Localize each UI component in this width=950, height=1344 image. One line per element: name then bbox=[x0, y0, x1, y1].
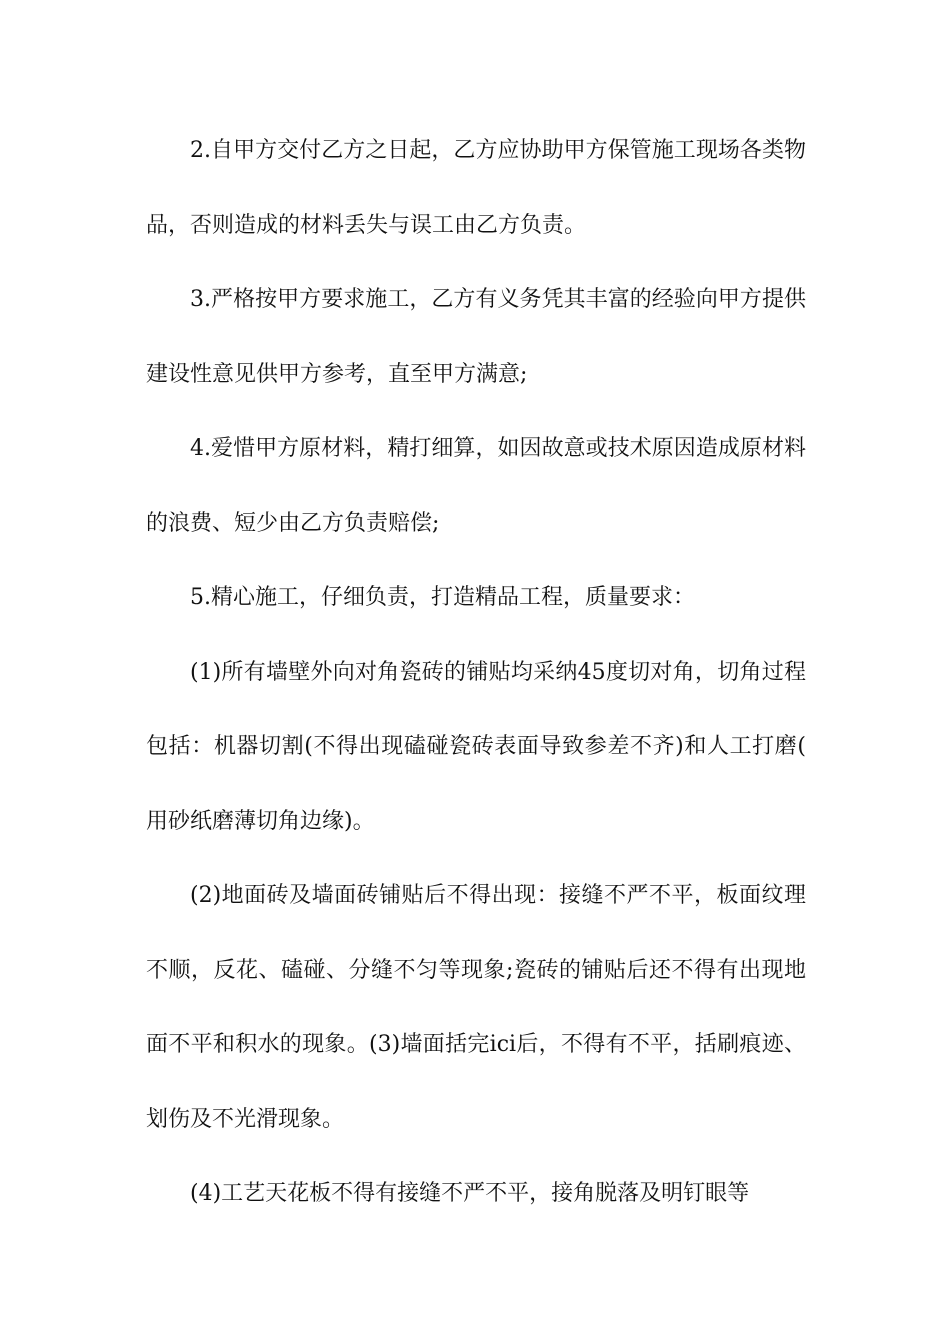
paragraph-requirement-4: (4)工艺天花板不得有接缝不严不平，接角脱落及明钉眼等 bbox=[190, 1181, 750, 1206]
paragraph-requirement-2-3: (2)地面砖及墙面砖铺贴后不得出现：接缝不严不平，板面纹理不顺，反花、磕碰、分缝不匀等现象;瓷砖的铺贴后还不得有出现地面不平和积水的现象。(3)墙面括完ici后，不得有不平，括刷痕迹、划伤及不光滑现象。 bbox=[146, 883, 806, 1132]
paragraph-clause-4: 4.爱惜甲方原材料，精打细算，如因故意或技术原因造成原材料的浪费、短少由乙方负责赔偿; bbox=[146, 436, 806, 536]
paragraph-clause-2: 2.自甲方交付乙方之日起，乙方应协助甲方保管施工现场各类物品，否则造成的材料丢失与误工由乙方负责。 bbox=[146, 138, 806, 238]
paragraph-requirement-1: (1)所有墙壁外向对角瓷砖的铺贴均采纳45度切对角，切角过程包括：机器切割(不得出现磕碰瓷砖表面导致参差不齐)和人工打磨(用砂纸磨薄切角边缘)。 bbox=[146, 659, 806, 834]
paragraph-clause-3: 3.严格按甲方要求施工，乙方有义务凭其丰富的经验向甲方提供建设性意见供甲方参考，直至甲方满意; bbox=[146, 287, 806, 387]
document-body bbox=[146, 114, 806, 1232]
paragraph-clause-5: 5.精心施工，仔细负责，打造精品工程，质量要求： bbox=[190, 585, 695, 610]
